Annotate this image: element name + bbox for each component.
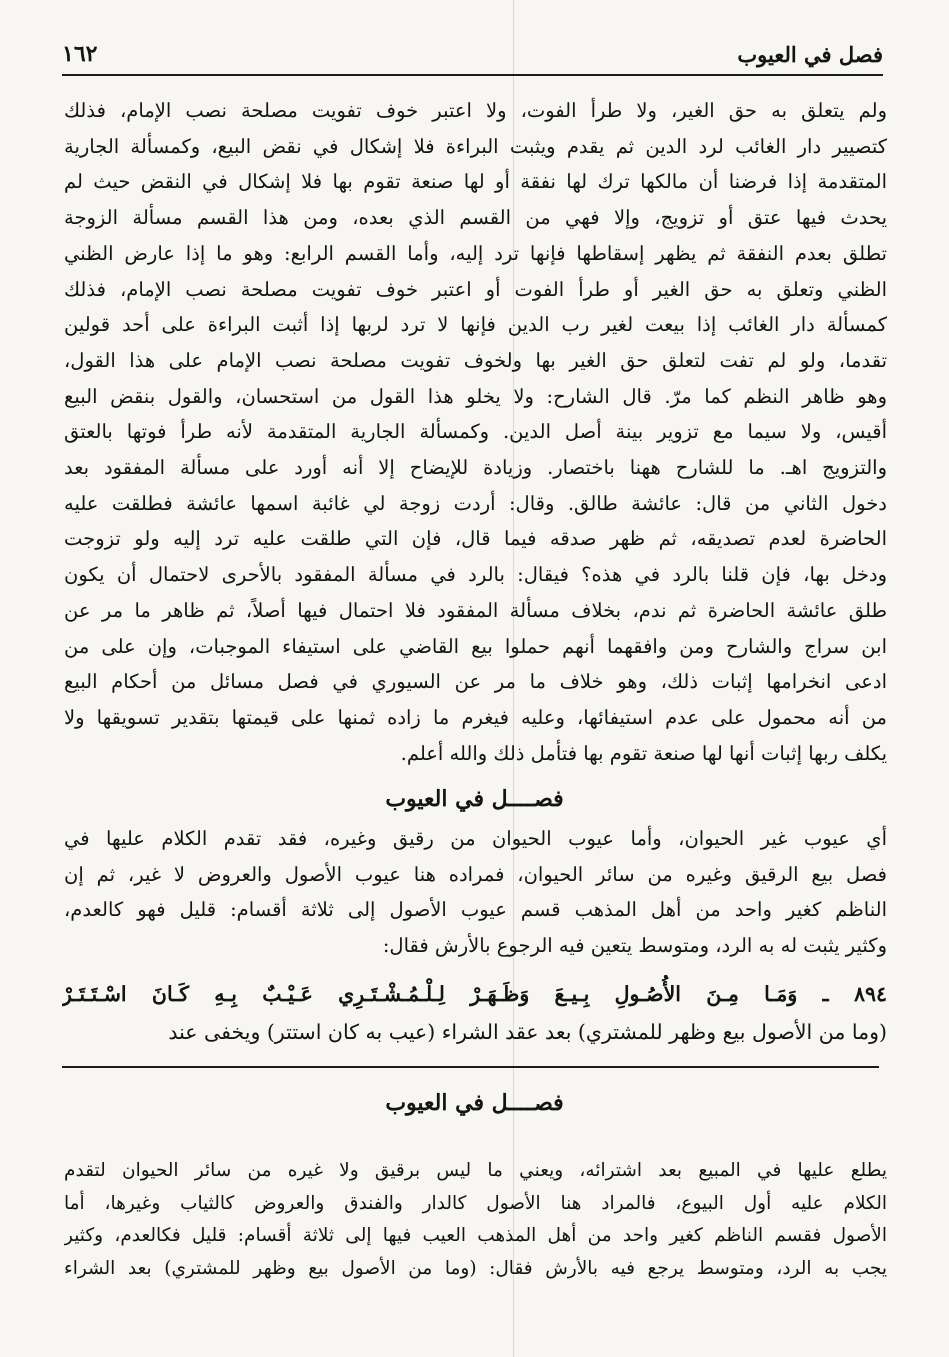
text-line: والتزويج اهـ. ما للشارح ههنا باختصار. وزيادة للإيضاح إلا أنه أورد على مسألة المفقود بعد xyxy=(64,456,887,480)
text-line: الناظم كغير واحد من أهل المذهب قسم عيوب الأصول إلى ثلاثة أقسام: قليل فهو كالعدم، xyxy=(64,898,887,922)
verse-block xyxy=(62,975,887,1051)
text-line: الحاضرة لعدم تصديقه، ثم ظهر صدقه فيما قال، فإن التي طلقت عليه ترد إليه ولو تزوجت xyxy=(64,527,887,551)
footnote-divider xyxy=(62,1066,879,1068)
page-number: ١٦٢ xyxy=(62,41,98,67)
footnote-paragraph xyxy=(64,1155,887,1285)
commentary-paragraph xyxy=(64,93,887,771)
text-line: فصل بيع الرقيق وغيره من سائر الحيوان، فمراده هنا عيوب الأصول والعروض لا غير، ثم إن xyxy=(64,862,887,886)
section-intro-paragraph xyxy=(64,821,887,964)
text-line: طلق عائشة الحاضرة ثم ندم، بخلاف مسألة المفقود فلا احتمال فيها أصلاً، ثم ظاهر ما مر عن xyxy=(64,598,887,622)
text-line: المتقدمة إذا فرضنا أن مالكها ترك لها نفقة أو لها صنعة تقوم بها فلا إشكال في النقض حيث لم xyxy=(64,170,887,194)
text-line: من أنه محمول على عدم استيفائها، وعليه فيغرم ما زاده ثمنها على قيمتها بتقدير تسويقها ولا xyxy=(64,705,887,729)
text-line: أقيس، ولا سيما مع تزوير بينة أصل الدين. وكمسألة الجارية المتقدمة لأنه طرأ فوتها بالعتق xyxy=(64,420,887,444)
text-line: وكثير يثبت له به الرد، ومتوسط يتعين فيه الرجوع بالأرش فقال: xyxy=(382,934,887,958)
text-line: يحدث فيها عتق أو تزويج، وإلا فهي من القسم الذي بعده، ومن هذا القسم مسألة الزوجة xyxy=(64,206,887,230)
text-line: أي عيوب غير الحيوان، وأما عيوب الحيوان من رقيق وغيره، فقد تقدم الكلام عليها في xyxy=(64,827,887,850)
text-line: وهو ظاهر النظم كما مرّ. قال الشارح: ولا يخلو هذا القول من استحسان، والقول بنقض البيع xyxy=(64,384,887,408)
page-header xyxy=(62,34,883,76)
text-line: ادعى انخرامها إثبات ذلك، وهو خلاف ما مر عن السيوري في فصل مسائل من أحكام البيع xyxy=(64,670,887,694)
text-line: كتصيير دار الغائب لرد الدين ثم يقدم ويثبت البراءة فلا إشكال في نقض البيع، وكمسألة الجارية xyxy=(64,134,887,158)
text-line: ابن سراج والشارح ومن وافقهما أنهم حملوا بيع القاضي على استيفاء الموجبات، وإن على من xyxy=(64,634,887,658)
verse-commentary-line: (وما من الأصول بيع وظهر للمشتري) بعد عقد الشراء (عيب به كان استتر) ويخفى عند xyxy=(168,1020,887,1044)
running-title: فصل في العيوب xyxy=(737,41,883,67)
text-line: تطلق بعدم النفقة ثم يظهر إسقاطها فإنها ترد إليه، وأما القسم الرابع: وهو ما إذا عارض الظني xyxy=(64,241,887,265)
text-line: الكلام عليه أول البيوع، فالمراد هنا الأصول كالدار والفندق والعروض كالثياب وغيرها، أما xyxy=(64,1192,887,1214)
text-line: الظني وتعلق به حق الغير أو طرأ الفوت أو اعتبر خوف تفويت مصلحة نصب الإمام، فذلك xyxy=(64,277,887,301)
text-line: ولم يتعلق به حق الغير، ولا طرأ الفوت، ولا اعتبر خوف تفويت مصلحة نصب الإمام، فذلك xyxy=(64,99,887,122)
text-line: تقدما، ولو لم تفت لتعلق حق الغير بها ولخوف تفويت مصلحة نصب الإمام على هذا القول، xyxy=(64,348,887,372)
text-line: يكلف ربها إثبات أنها لها صنعة تقوم بها فتأمل ذلك والله أعلم. xyxy=(400,741,887,765)
section-heading: فصــــل في العيوب xyxy=(385,786,564,812)
text-line: يطلع عليها في المبيع بعد اشترائه، ويعني ما ليس برقيق ولا غيره من سائر الحيوان لتقدم xyxy=(64,1160,887,1181)
verse-line: ٨٩٤ ـ وَمَـا مِـنَ الأُصُـولِ بِـيـعَ وَظَـهَـرْ لِـلْـمُـشْـتَـرِي عَـيْـبٌ بِـهِ كَـانَ اسْـتَـتَـرْ xyxy=(62,982,887,1006)
text-line: يجب به الرد، ومتوسط يرجع فيه بالأرش فقال: (وما من الأصول بيع وظهر للمشتري) بعد الشراء xyxy=(64,1257,887,1279)
text-line: الأصول فقسم الناظم كغير واحد من أهل المذهب العيب فيها إلى ثلاثة أقسام: قليل فكالعدم، وكثير xyxy=(64,1225,887,1246)
text-line: كمسألة دار الغائب إذا بيعت لغير رب الدين فإنها لا ترد لربها إذا أثبت البراءة على أحد قولين xyxy=(64,313,887,337)
text-line: دخول الثاني من قال: عائشة طالق. وقال: أردت زوجة لي غائبة اسمها عائشة فطلقت عليه xyxy=(64,491,887,515)
text-line: ودخل بها، فإن قلنا بالرد في هذه؟ فيقال: بالرد في مسألة المفقود بالأحرى لاحتمال أن يكون xyxy=(64,563,887,587)
footnote-section-heading: فصــــل في العيوب xyxy=(385,1090,564,1116)
